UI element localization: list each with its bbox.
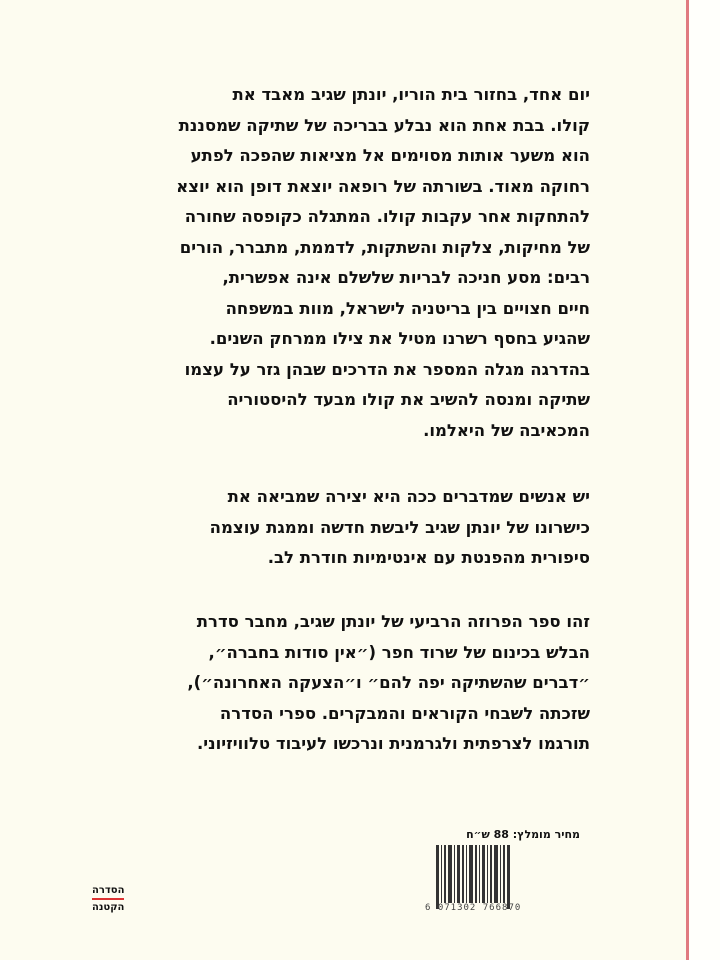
text-line: חיים חצויים בין בריטניה לישראל, מוות במשפחה [225, 298, 590, 318]
text-line: סיפורית מהפנטת עם אינטימיות חודרת לב. [267, 548, 590, 567]
publisher-logo-line1: הסדרה [92, 885, 125, 896]
barcode-bar [444, 845, 446, 903]
barcode-bar [462, 845, 464, 903]
barcode-bar [448, 845, 452, 903]
barcode-bar [487, 845, 488, 903]
blurb-paragraph-2 [210, 482, 590, 574]
text-line: של מחיקות, צלקות והשתקות, לדממת, מתברר, הורים [179, 237, 590, 257]
barcode-bar [436, 845, 439, 909]
barcode-bar [475, 845, 477, 903]
text-line: שתיקה ומנסה להשיב את קולו מבעד להיסטוריה [227, 390, 590, 409]
text-line: בהדרגה מגלה המספר את הדרכים שבהן גזר על עצמו [184, 359, 590, 379]
barcode-number: 6 071302 766870 [425, 903, 522, 913]
publisher-logo [92, 884, 124, 914]
text-line: רבים: מסע חניכה לבריות שלשלם אינה אפשרית, [222, 268, 590, 287]
text-line: רחוקה מאוד. בשורתה של רופאה יוצאת דופן הוא יוצא [176, 176, 590, 196]
text-line: תורגמו לצרפתית ולגרמנית ונרכשו לעיבוד טלוויזיוני. [197, 734, 590, 753]
price-label: מחיר מומלץ: 88 ש״ח [466, 828, 580, 841]
page-margin [689, 0, 720, 960]
barcode-bar [457, 845, 460, 903]
barcode-bar [490, 845, 492, 903]
text-line: יש אנשים שמדברים ככה היא יצירה שמביאה את [227, 487, 590, 506]
barcode-bar [507, 845, 510, 909]
text-line: שזכתה לשבחי הקוראים והמבקרים. ספרי הסדרה [219, 703, 590, 723]
barcode-bar [469, 845, 473, 903]
text-line: המכאיבה של היאלמו. [423, 420, 590, 440]
text-line: שהגיע בחסף רשרנו מטיל את צילו ממרחק השנים. [209, 329, 590, 348]
blurb-paragraph-3 [187, 607, 590, 760]
blurb-paragraph-1 [176, 80, 590, 446]
barcode-bar [441, 845, 442, 903]
barcode-bar [479, 845, 480, 903]
text-line: כישרונו של יונתן שגיב ליבשת חדשה וממגת עוצמה [209, 517, 590, 537]
barcode [436, 845, 578, 905]
publisher-logo-divider [92, 898, 124, 900]
text-line: ״דברים שהשתיקה יפה להם״ ו״הצעקה האחרונה״), [187, 673, 590, 692]
barcode-bar [503, 845, 505, 903]
publisher-logo-line2: הקטנה [92, 902, 125, 913]
text-line: קולו. בבת אחת הוא נבלע בבריכה של שתיקה שמסננת [178, 115, 590, 135]
text-line: להתחקות אחר עקבות קולו. המתגלה כקופסה שחורה [184, 207, 590, 226]
text-line: הוא משער אותות מסוימים אל מציאות שהפכה לפתע [190, 146, 590, 165]
text-line: הבלש בכינום של שרוד חפר (״אין סודות בחברה״, [208, 642, 590, 662]
barcode-bar [494, 845, 498, 903]
text-line: זהו ספר הפרוזה הרביעי של יונתן שגיב, מחבר סדרת [196, 612, 590, 631]
barcode-bar [482, 845, 485, 903]
barcode-bar [466, 845, 467, 903]
barcode-bar [500, 845, 501, 903]
barcode-bar [454, 845, 455, 903]
text-line: יום אחד, בחזור בית הוריו, יונתן שגיב מאבד את [232, 85, 590, 104]
